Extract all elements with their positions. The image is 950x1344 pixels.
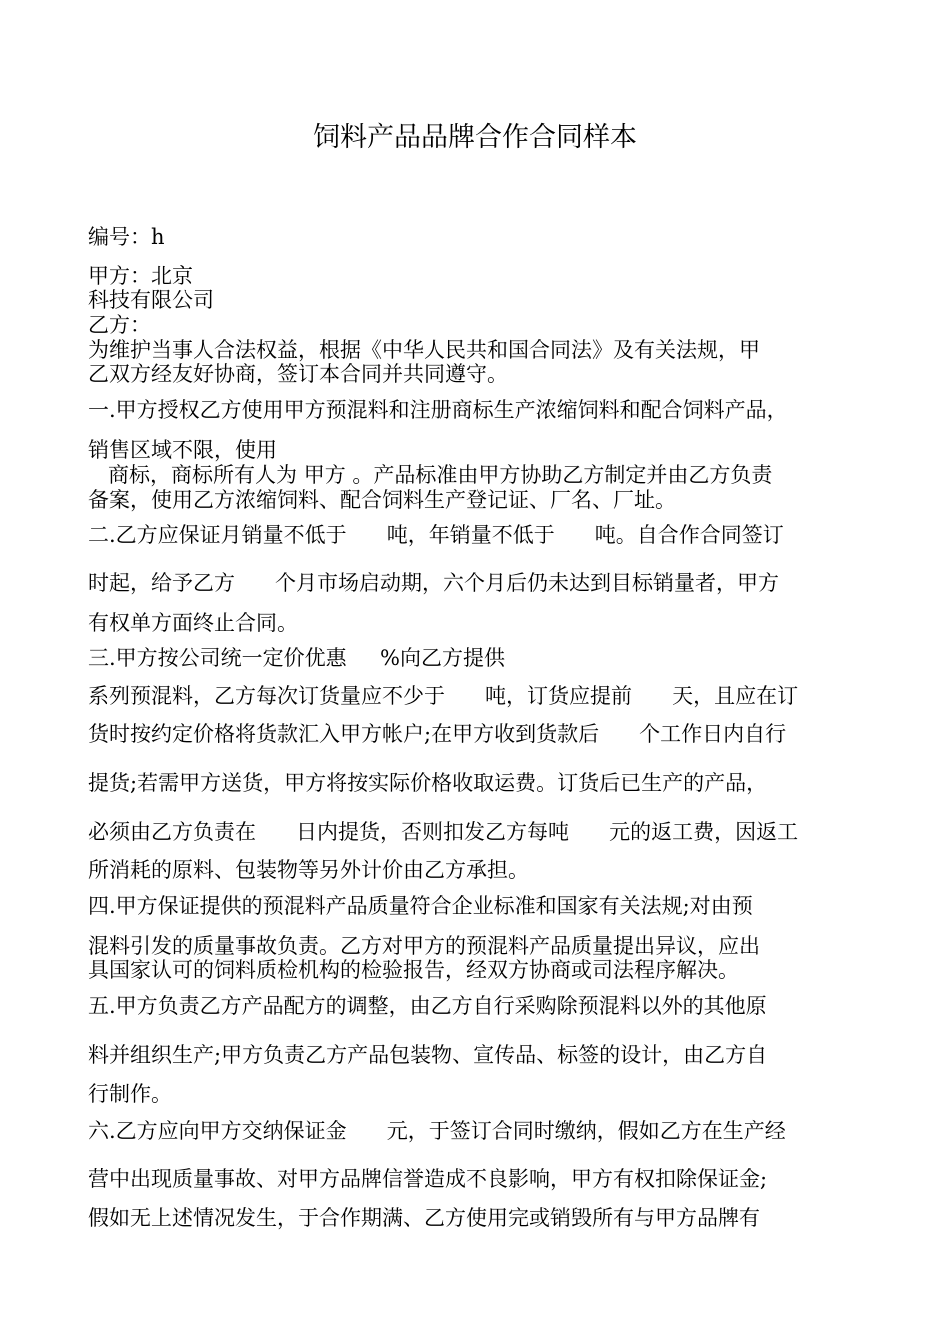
clause-line: 时起，给予乙方 个月市场启动期，六个月后仍未达到目标销量者，甲方 — [88, 571, 780, 595]
preamble-line: 乙双方经友好协商，签订本合同并共同遵守。 — [88, 362, 508, 386]
party-b-line: 乙方： — [88, 313, 151, 337]
clause-line: 有权单方面终止合同。 — [88, 611, 298, 635]
clause-line: 混料引发的质量事故负责。乙方对甲方的预混料产品质量提出异议，应出 — [88, 934, 760, 958]
clause-line: 假如无上述情况发生，于合作期满、乙方使用完或销毁所有与甲方品牌有 — [88, 1206, 760, 1230]
contract-number-line: 编号：h — [88, 225, 165, 249]
clause-line: 必须由乙方负责在 日内提货，否则扣发乙方每吨 元的返工费，因返工 — [88, 820, 799, 844]
clause-line: 四.甲方保证提供的预混料产品质量符合企业标准和国家有关法规;对由预 — [88, 894, 753, 918]
preamble-line: 为维护当事人合法权益，根据《中华人民共和国合同法》及有关法规，甲 — [88, 338, 760, 362]
clause-line: 销售区域不限，使用 — [88, 438, 277, 462]
clause-line: 五.甲方负责乙方产品配方的调整，由乙方自行采购除预混料以外的其他原 — [88, 994, 767, 1018]
clause-line: 一.甲方授权乙方使用甲方预混料和注册商标生产浓缩饲料和配合饲料产品， — [88, 398, 788, 422]
party-a-company-line: 科技有限公司 — [88, 288, 214, 312]
clause-line: 商标，商标所有人为 甲方 。产品标准由甲方协助乙方制定并由乙方负责 — [88, 463, 773, 487]
clause-line: 系列预混料，乙方每次订货量应不少于 吨，订货应提前 天，且应在订 — [88, 684, 799, 708]
clause-line: 提货;若需甲方送货，甲方将按实际价格收取运费。订货后已生产的产品， — [88, 771, 768, 795]
clause-line: 料并组织生产;甲方负责乙方产品包装物、宣传品、标签的设计，由乙方自 — [88, 1043, 768, 1067]
clause-line: 二.乙方应保证月销量不低于 吨，年销量不低于 吨。自合作合同签订 — [88, 523, 784, 547]
clause-line: 所消耗的原料、包装物等另外计价由乙方承担。 — [88, 858, 529, 882]
document-title: 饲料产品品牌合作合同样本 — [313, 122, 637, 153]
clause-line: 营中出现质量事故、对甲方品牌信誉造成不良影响，甲方有权扣除保证金; — [88, 1167, 768, 1191]
clause-line: 货时按约定价格将货款汇入甲方帐户;在甲方收到货款后 个工作日内自行 — [88, 722, 787, 746]
clause-line: 具国家认可的饲料质检机构的检验报告，经双方协商或司法程序解决。 — [88, 958, 739, 982]
clause-line: 行制作。 — [88, 1082, 172, 1106]
party-a-line: 甲方：北京 — [88, 264, 193, 288]
clause-line: 备案，使用乙方浓缩饲料、配合饲料生产登记证、厂名、厂址。 — [88, 488, 676, 512]
clause-line: 三.甲方按公司统一定价优惠 %向乙方提供 — [88, 646, 506, 670]
clause-line: 六.乙方应向甲方交纳保证金 元，于签订合同时缴纳，假如乙方在生产经 — [88, 1119, 786, 1143]
